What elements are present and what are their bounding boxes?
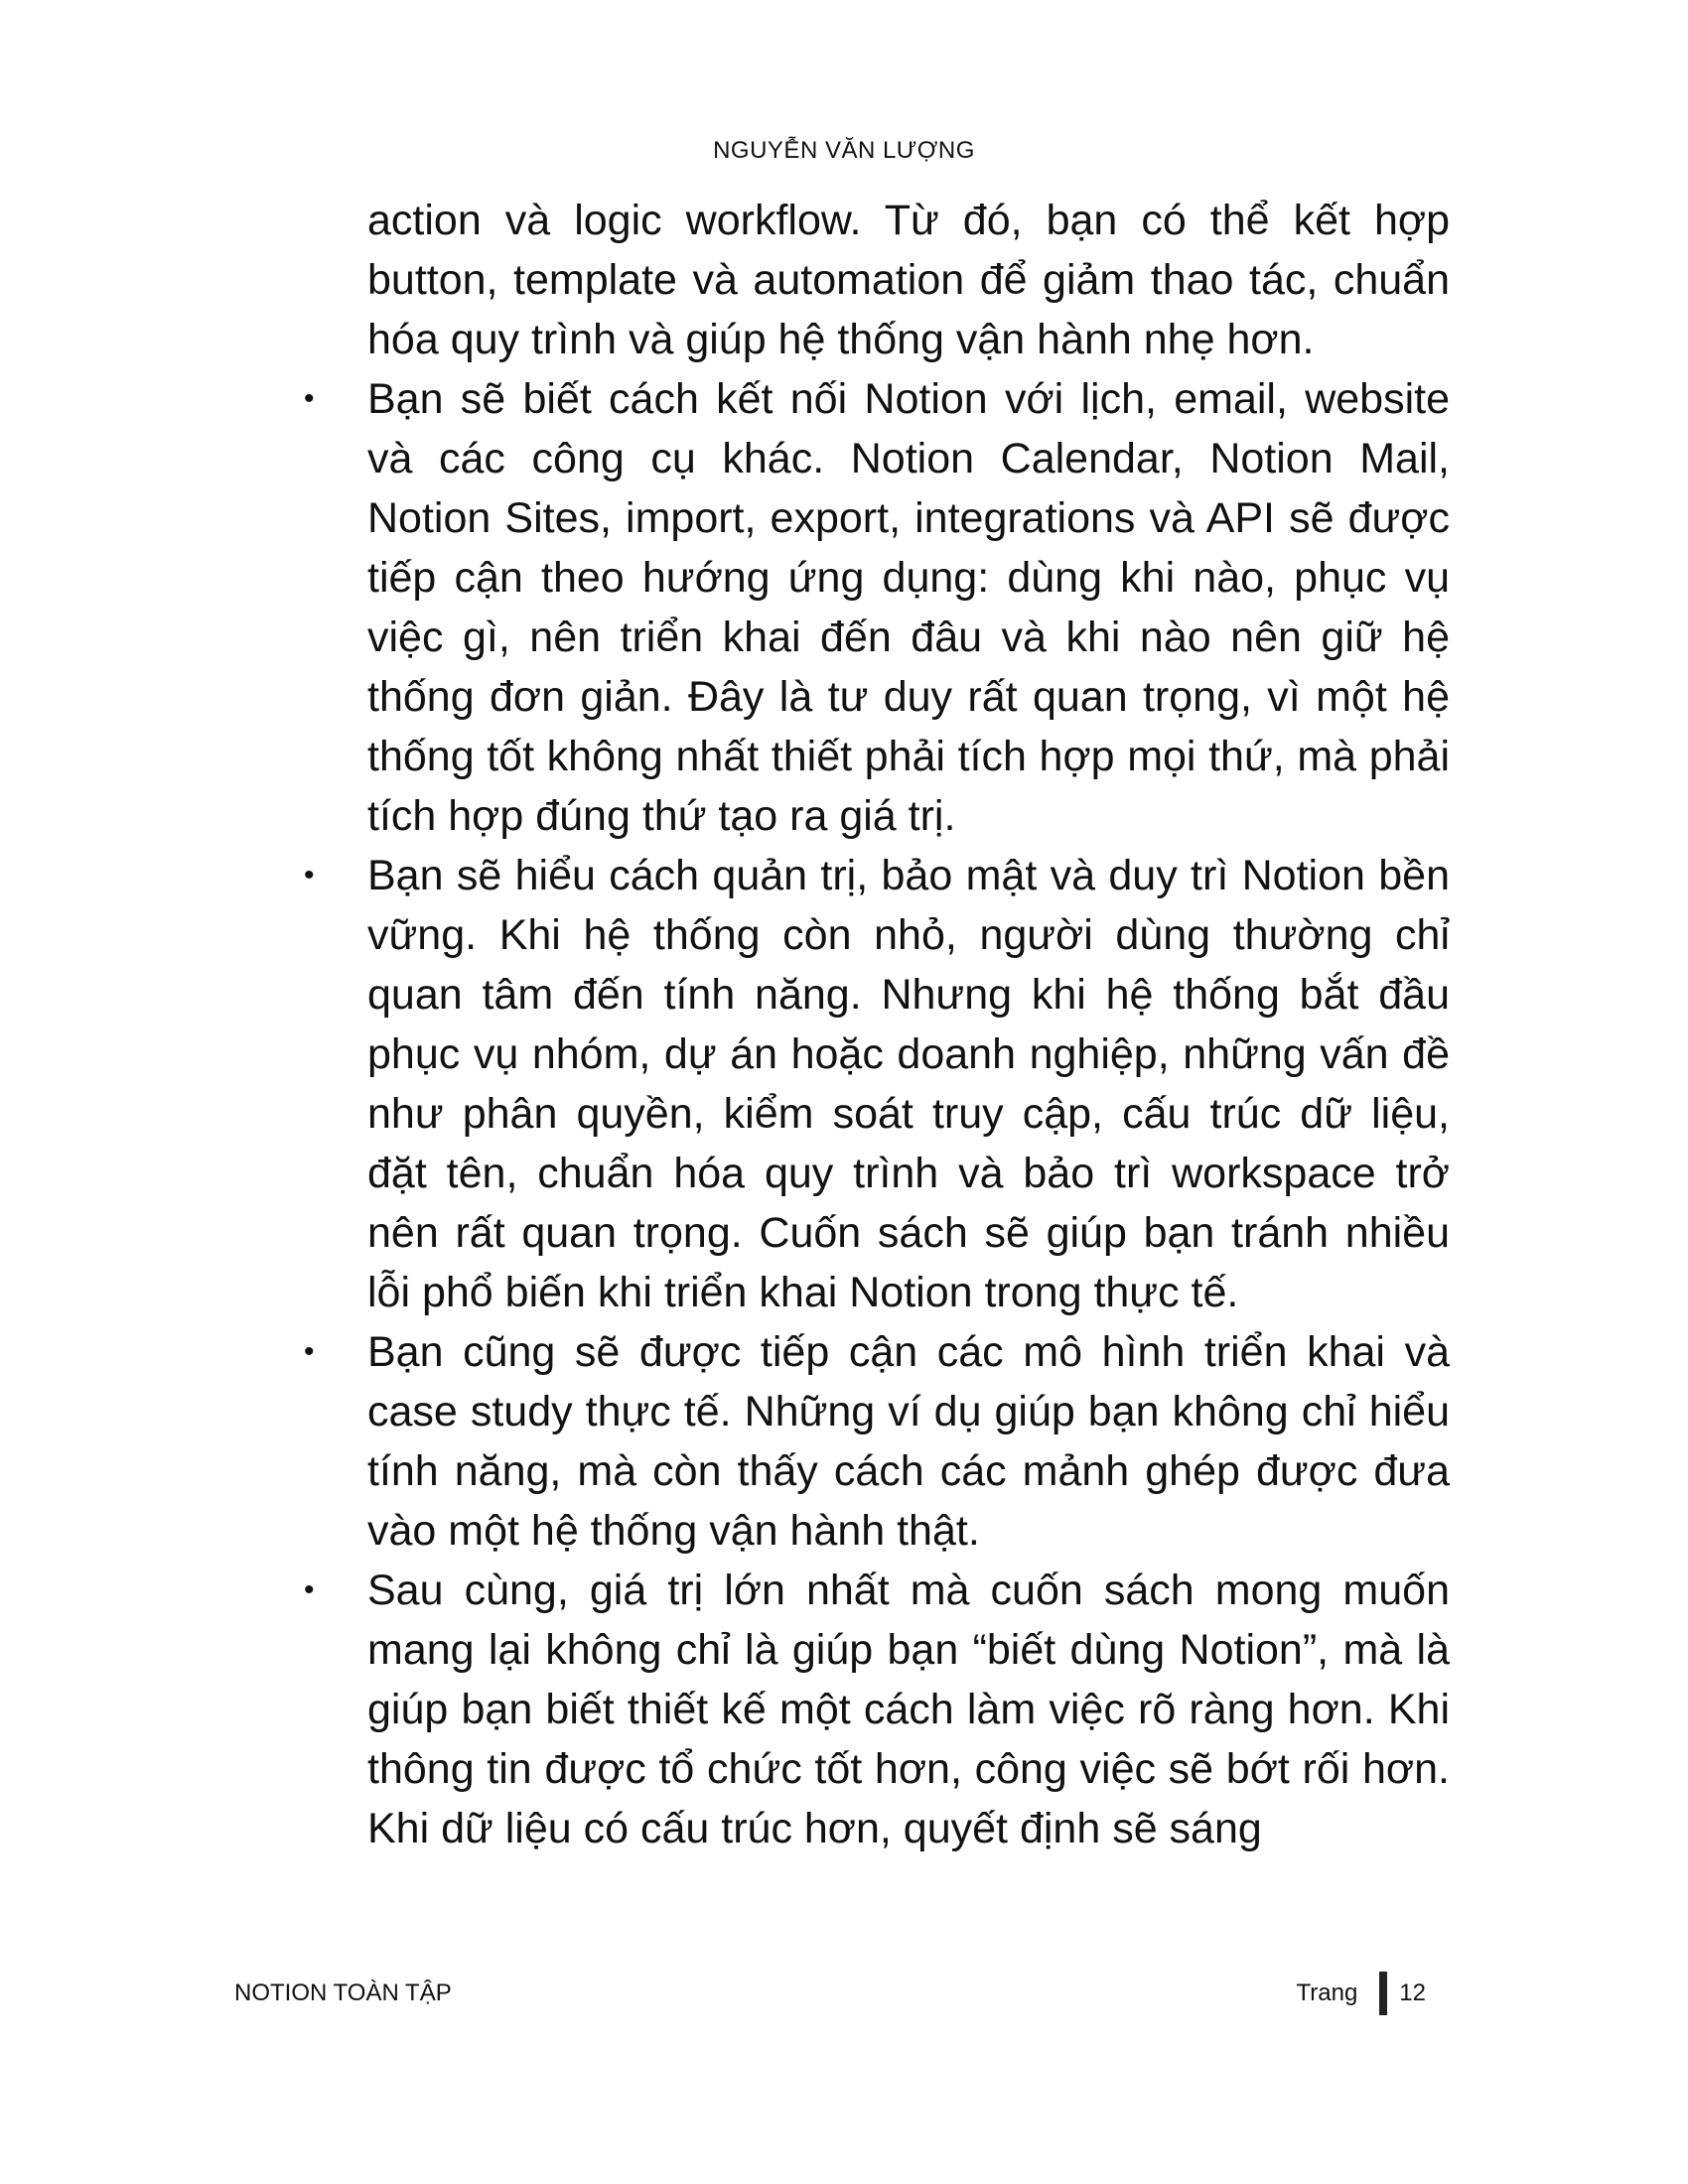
footer-page-label: Trang: [1296, 1979, 1358, 2006]
footer-divider-bar: [1379, 1972, 1387, 2015]
page-header-author: NGUYỄN VĂN LƯỢNG: [713, 137, 975, 164]
bullet-dot-icon: •: [304, 382, 315, 415]
bullet-dot-icon: •: [304, 1335, 315, 1368]
bullet-dot-icon: •: [304, 859, 315, 891]
bullet-item-value: [298, 1561, 1450, 1858]
bullet-dot-icon: •: [304, 1573, 315, 1606]
bullet-text: Sau cùng, giá trị lớn nhất mà cuốn sách mong muốn mang lại không chỉ là giúp bạn “biết dùng Notion”, mà là giúp bạn biết thiết kế một cách làm việc rõ ràng hơn. Khi thông tin được tổ chức tốt hơn, công việc sẽ bớt rối hơn. Khi dữ liệu có cấu trúc hơn, quyết định sẽ sáng: [367, 1567, 1450, 1852]
footer-page-number: 12: [1399, 1979, 1426, 2006]
bullet-list: [298, 369, 1450, 1858]
intro-paragraph: action và logic workflow. Từ đó, bạn có thể kết hợp button, template và automation để giảm thao tác, chuẩn hóa quy trình và giúp hệ thống vận hành nhẹ hơn.: [367, 197, 1450, 363]
bullet-text: Bạn cũng sẽ được tiếp cận các mô hình triển khai và case study thực tế. Những ví dụ giúp bạn không chỉ hiểu tính năng, mà còn thấy cách các mảnh ghép được đưa vào một hệ thống vận hành thật.: [367, 1328, 1450, 1555]
footer-book-title: NOTION TOÀN TẬP: [234, 1979, 452, 2006]
bullet-text: Bạn sẽ hiểu cách quản trị, bảo mật và duy trì Notion bền vững. Khi hệ thống còn nhỏ, người dùng thường chỉ quan tâm đến tính năng. Nhưng khi hệ thống bắt đầu phục vụ nhóm, dự án hoặc doanh nghiệp, những vấn đề như phân quyền, kiểm soát truy cập, cấu trúc dữ liệu, đặt tên, chuẩn hóa quy trình và bảo trì workspace trở nên rất quan trọng. Cuốn sách sẽ giúp bạn tránh nhiều lỗi phổ biến khi triển khai Notion trong thực tế.: [367, 852, 1450, 1316]
bullet-text: Bạn sẽ biết cách kết nối Notion với lịch, email, website và các công cụ khác. Notion Calendar, Notion Mail, Notion Sites, import, export, integrations và API sẽ được tiếp cận theo hướng ứng dụng: dùng khi nào, phục vụ việc gì, nên triển khai đến đâu và khi nào nên giữ hệ thống đơn giản. Đây là tư duy rất quan trọng, vì một hệ thống tốt không nhất thiết phải tích hợp mọi thứ, mà phải tích hợp đúng thứ tạo ra giá trị.: [367, 375, 1450, 840]
bullet-item-administration: [298, 846, 1450, 1322]
footer-page-indicator: [1296, 1974, 1426, 2013]
bullet-item-integrations: [298, 369, 1450, 846]
page-footer: [234, 1974, 1426, 2013]
page-body: [298, 191, 1450, 1858]
bullet-item-case-studies: [298, 1322, 1450, 1561]
